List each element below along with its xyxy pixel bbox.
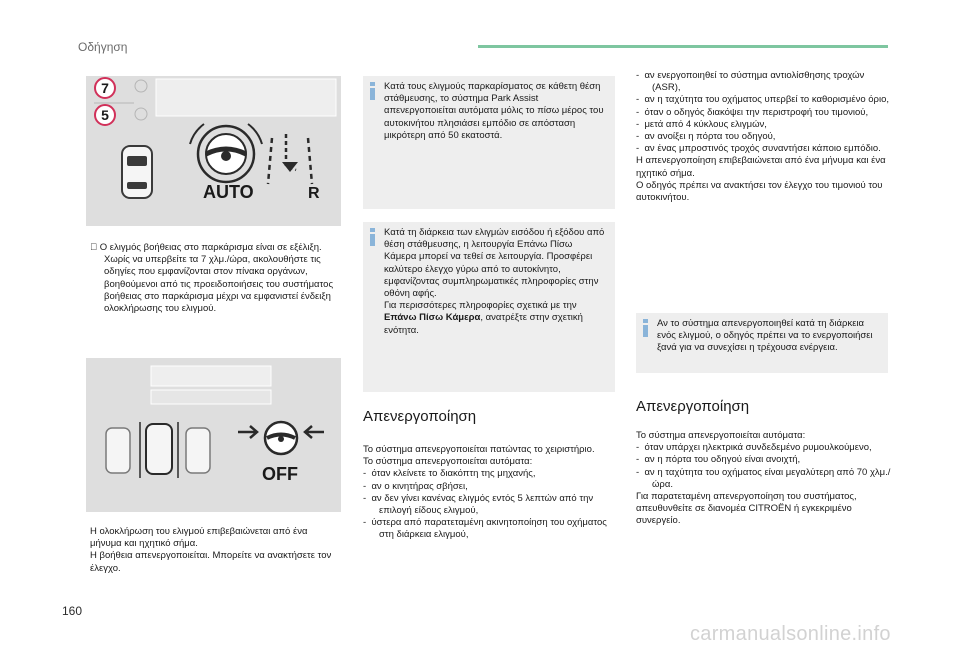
instruction-block: [90, 242, 340, 315]
driver-control-note: Ο οδηγός πρέπει να ανακτήσει τον έλεγχο του τιμονιού του αυτοκινήτου.: [636, 179, 883, 204]
info-icon: [642, 319, 649, 337]
instruction-lead: Ο ελιγμός βοήθειας στο παρκάρισμα είναι σε εξέλιξη.: [90, 242, 312, 253]
watermark: carmanualsonline.info: [690, 623, 891, 645]
deactivation-illustration: [86, 358, 341, 512]
list-item: - αν η ταχύτητα του οχήματος είναι μεγαλύτερη από 70 χλμ./ώρα.: [636, 466, 891, 490]
callout-7-label: 7: [101, 80, 109, 96]
manual-deactivation: Το σύστημα απενεργοποιείται πατώντας το χειριστήριο.: [363, 444, 595, 455]
list-item: - αν η πόρτα του οδηγού είναι ανοιχτή,: [636, 454, 801, 466]
list-item: - αν ενεργοποιηθεί το σύστημα αντιολίσθησης τροχών (ASR),: [636, 70, 865, 94]
callout-5-badge: [95, 105, 115, 125]
off-label: OFF: [262, 464, 298, 484]
info-box-camera: [363, 222, 615, 392]
deactivation-text: [363, 444, 618, 542]
info-box-distance: [363, 76, 615, 209]
info-text: [384, 227, 607, 337]
car-top-view-icon: [122, 146, 152, 198]
info-text: Αν το σύστημα απενεργοποιηθεί κατά τη διάρκεια ενός ελιγμού, ο οδηγός πρέπει να το ενεργοποιήσει ξανά για να συνεχίσει η τρέχουσα ενέργεια.: [657, 318, 873, 354]
list-item: - όταν κλείνετε το διακόπτη της μηχανής,: [363, 468, 536, 480]
camera-info-post: , ανατρέξτε στην σχετική ενότητα.: [384, 312, 583, 336]
section-title: Οδήγηση: [78, 40, 128, 54]
info-icon: [369, 82, 376, 100]
completion-block: [90, 526, 340, 575]
perpendicular-parking-icon: [268, 134, 312, 184]
list-item: - αν ένας μπροστινός τροχός συναντήσει κάποιο εμπόδιο.: [636, 143, 881, 155]
camera-info-link: Επάνω Πίσω Κάμερα: [384, 312, 481, 324]
camera-info-main: Κατά τη διάρκεια των ελιγμών εισόδου ή εξόδου από θέση στάθμευσης, η λειτουργία Επάνω Πίσω Κάμερα μπορεί να τεθεί σε λειτουργία. Προσφέρει καλύτερο έλεγχο γύρω από το αυτοκίνητο, εμφανίζοντας συμπληρωματικές πληροφορίες στην οθόνη αφής.: [384, 227, 605, 300]
callout-5-label: 5: [101, 107, 109, 123]
instruction-body: Χωρίς να υπερβείτε τα 7 χλμ./ώρα, ακολουθήστε τις οδηγίες που εμφανίζονται στον πίνακα οργάνων, βοηθούμενοι από τις προειδοποιήσεις του συστήματος βοήθειας στο παρκάρισμα μέχρι να εμφανιστεί ένδειξη ολοκλήρωσης του ελιγμού.: [104, 254, 334, 315]
park-assist-figure: [86, 76, 341, 226]
parked-cars-icon: [106, 422, 210, 478]
info-icon: [369, 228, 376, 246]
deactivation-confirmation: Η απενεργοποίηση επιβεβαιώνεται από ένα μήνυμα και ένα ηχητικό σήμα.: [636, 155, 886, 179]
section-heading: Απενεργοποίηση: [636, 398, 750, 415]
steering-wheel-icon: [190, 124, 262, 182]
auto-label: AUTO: [203, 182, 254, 202]
list-item: - ύστερα από παρατεταμένη ακινητοποίηση του οχήματος στη διάρκεια ελιγμού,: [363, 517, 607, 541]
auto-deactivation-intro: Το σύστημα απενεργοποιείται αυτόματα:: [636, 430, 806, 441]
list-item: - αν η ταχύτητα του οχήματος υπερβεί το καθορισμένο όριο,: [636, 94, 889, 106]
info-text: Κατά τους ελιγμούς παρκαρίσματος σε κάθετη θέση στάθμευσης, το σύστημα Park Assist απενεργοποιείται αυτόματα μόλις το πίσω μέρος του αυτοκινήτου πλησιάσει εμπόδιο σε απόσταση μικρότερη από 50 εκατοστά.: [384, 81, 604, 141]
callout-7-badge: [95, 78, 115, 98]
list-item: - αν δεν γίνει κανένας ελιγμός εντός 5 λεπτών από την επιλογή είδους ελιγμού,: [363, 492, 594, 517]
list-item: - αν ο κινητήρας σβήσει,: [363, 480, 468, 492]
reverse-label: R: [308, 185, 320, 202]
list-item: - αν ανοίξει η πόρτα του οδηγού,: [636, 131, 776, 143]
control-recovery: Η βοήθεια απενεργοποιείται. Μπορείτε να ανακτήσετε τον έλεγχο.: [90, 550, 332, 574]
header-accent-bar: [478, 45, 888, 48]
permanent-deactivation-note: Για παρατεταμένη απενεργοποίηση του συστήματος, απευθυνθείτε σε διανομέα CITROËN ή εγκεκριμένο συνεργείο.: [636, 491, 857, 527]
deactivation-conditions: [636, 70, 891, 204]
list-item: - όταν ο οδηγός διακόψει την περιστροφή του τιμονιού,: [636, 106, 869, 118]
deactivation-text: [636, 430, 891, 528]
info-box-reactivate: [636, 313, 888, 373]
steering-wheel-off-icon: [238, 422, 324, 454]
list-item: - μετά από 4 κύκλους ελιγμών,: [636, 118, 767, 130]
completion-message: Η ολοκλήρωση του ελιγμού επιβεβαιώνεται από ένα μήνυμα και ηχητικό σήμα.: [90, 526, 308, 550]
park-assist-illustration: [86, 76, 341, 226]
list-item: - όταν υπάρχει ηλεκτρικά συνδεδεμένο ρυμουλκούμενο,: [636, 442, 872, 454]
page-number: 160: [62, 604, 83, 618]
deactivation-figure: [86, 358, 341, 512]
section-heading: Απενεργοποίηση: [363, 408, 477, 425]
camera-info-pre: Για περισσότερες πληροφορίες σχετικά με την: [384, 300, 577, 312]
auto-deactivation-intro: Το σύστημα απενεργοποιείται αυτόματα:: [363, 456, 533, 468]
